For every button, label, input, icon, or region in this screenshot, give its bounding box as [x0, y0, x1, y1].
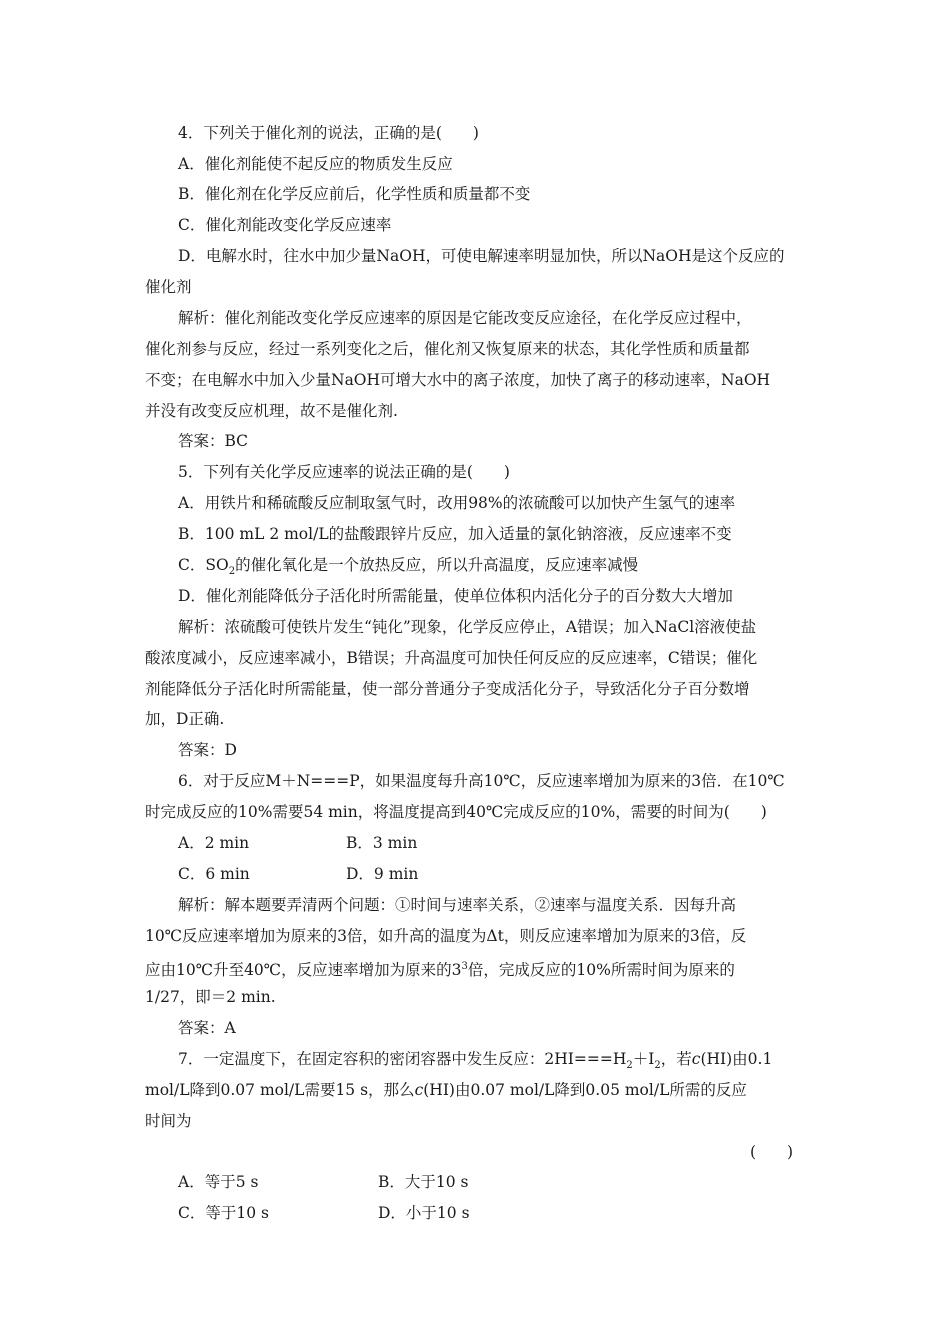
- q5-analysis-line2: 酸浓度减小，反应速率减小，B错误；升高温度可加快任何反应的反应速率，C错误；催化: [145, 649, 758, 667]
- q6-option-b: B．3 min: [346, 834, 418, 852]
- q7-stem-line2: mol/L降到0.07 mol/L需要15 s，那么c(HI)由0.07 mol/L降到0.05 mol/L所需的反应: [145, 1081, 747, 1099]
- q5-stem: 5．下列有关化学反应速率的说法正确的是( ): [178, 463, 510, 481]
- q4-option-c: C．催化剂能改变化学反应速率: [178, 216, 392, 234]
- q6-stem-line2: 时完成反应的10%需要54 min，将温度提高到40℃完成反应的10%，需要的时间为( ): [145, 803, 767, 821]
- q6-analysis-line1: 解析：解本题要弄清两个问题：①时间与速率关系，②速率与温度关系．因每升高: [178, 896, 737, 914]
- q4-stem: 4．下列关于催化剂的说法，正确的是( ): [178, 124, 479, 142]
- q4-option-d-line1: D．电解水时，往水中加少量NaOH，可使电解速率明显加快，所以NaOH是这个反应的: [178, 247, 785, 265]
- q5-option-d: D．催化剂能降低分子活化时所需能量，使单位体积内活化分子的百分数大大增加: [178, 587, 733, 605]
- q4-analysis-line2: 催化剂参与反应，经过一系列变化之后，催化剂又恢复原来的状态，其化学性质和质量都: [145, 340, 750, 358]
- q5-analysis-line1: 解析：浓硫酸可使铁片发生“钝化”现象，化学反应停止，A错误；加入NaCl溶液使盐: [178, 618, 757, 636]
- q7-stem-line1: 7．一定温度下，在固定容积的密闭容器中发生反应：$2HI===H_2+I_2$，若c(HI)由0.1: [178, 1050, 773, 1072]
- q6-option-d: D．9 min: [346, 865, 419, 883]
- q7-option-c: C．等于10 s: [178, 1204, 269, 1222]
- q4-analysis-line1: 解析：催化剂能改变化学反应速率的原因是它能改变反应途径，在化学反应过程中，: [178, 309, 752, 327]
- q7-option-d: D．小于10 s: [378, 1204, 470, 1222]
- q4-analysis-line4: 并没有改变反应机理，故不是催化剂.: [145, 402, 398, 420]
- q6-analysis-line2: 10℃反应速率增加为原来的3倍，如升高的温度为Δt，则反应速率增加为原来的3倍，反: [145, 927, 747, 945]
- q7-option-b: B．大于10 s: [378, 1173, 469, 1191]
- q6-stem-line1: 6．对于反应M＋N===P，如果温度每升高10℃，反应速率增加为原来的3倍．在10℃: [178, 772, 785, 790]
- q4-option-a: A．催化剂能使不起反应的物质发生反应: [178, 155, 453, 173]
- q5-option-a: A．用铁片和稀硫酸反应制取氢气时，改用98%的浓硫酸可以加快产生氢气的速率: [178, 494, 736, 512]
- q4-answer: 答案：BC: [178, 432, 249, 450]
- q6-option-c: C．6 min: [178, 865, 250, 883]
- q5-option-c: C．$SO_2$的催化氧化是一个放热反应，所以升高温度，反应速率减慢: [178, 556, 639, 578]
- q7-answer-blank: ( ): [750, 1143, 794, 1161]
- q4-option-b: B．催化剂在化学反应前后，化学性质和质量都不变: [178, 185, 531, 203]
- q4-option-d-line2: 催化剂: [145, 278, 192, 296]
- q7-stem-line3: 时间为: [145, 1112, 192, 1130]
- q5-option-b: B．100 mL 2 mol/L的盐酸跟锌片反应，加入适量的氯化钠溶液，反应速率不变: [178, 525, 732, 543]
- q6-answer: 答案：A: [178, 1019, 236, 1037]
- q6-analysis-line4: 1/27，即＝2 min.: [145, 988, 276, 1006]
- q5-answer: 答案：D: [178, 741, 237, 759]
- q6-analysis-line3: 应由10℃升至40℃，反应速率增加为原来的$3^3$倍，完成反应的10%所需时间为原来的: [145, 961, 735, 980]
- q4-analysis-line3: 不变；在电解水中加入少量NaOH可增大水中的离子浓度，加快了离子的移动速率，NaOH: [145, 371, 771, 389]
- q5-analysis-line4: 加，D正确.: [145, 710, 225, 728]
- q6-option-a: A．2 min: [178, 834, 250, 852]
- q7-option-a: A．等于5 s: [178, 1173, 259, 1191]
- q5-analysis-line3: 剂能降低分子活化时所需能量，使一部分普通分子变成活化分子，导致活化分子百分数增: [145, 680, 750, 698]
